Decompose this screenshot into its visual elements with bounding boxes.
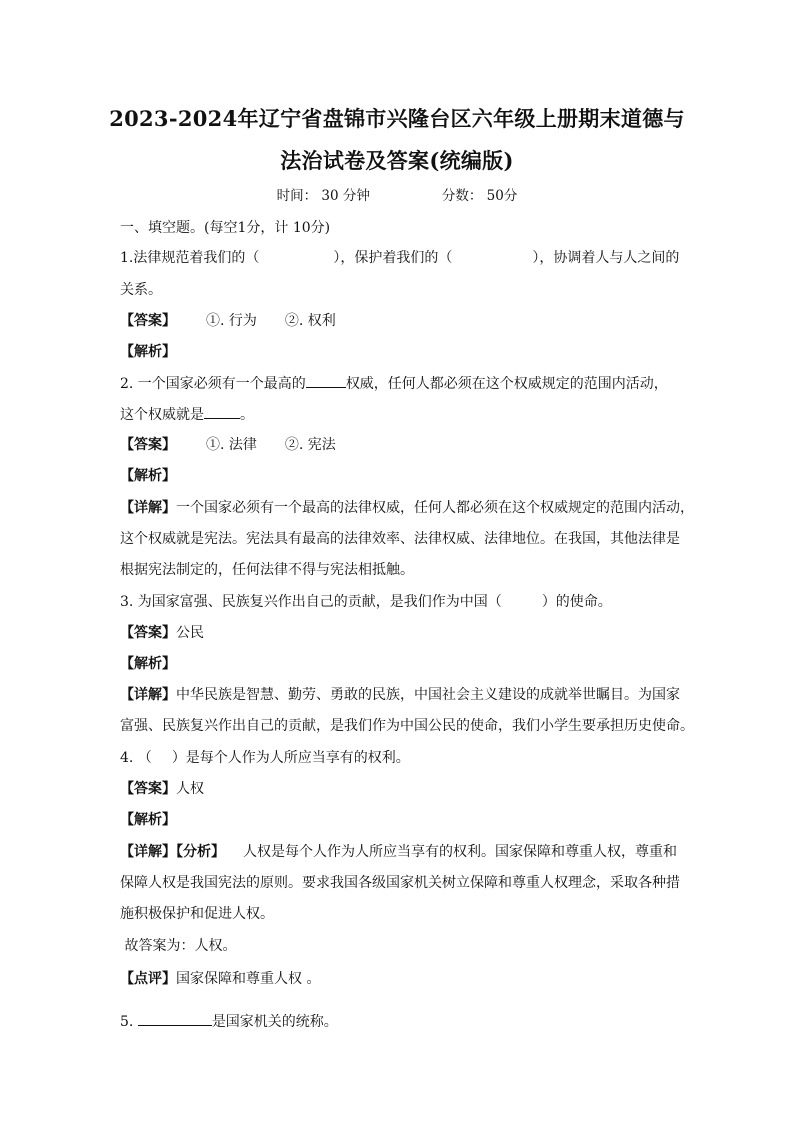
- document-title-line2: 法治试卷及答案(统编版): [280, 148, 514, 173]
- q2-text-a: 2. 一个国家必须有一个最高的: [120, 376, 306, 392]
- question-3-detail-line2: 富强、民族复兴作出自己的贡献，是我们作为中国公民的使命，我们小学生要承担历史使命。: [120, 718, 694, 734]
- exam-meta: [0, 186, 794, 206]
- q5-text-b: 是国家机关的统称。: [211, 1014, 338, 1030]
- time-label: 时间： 30 分钟: [276, 188, 370, 204]
- q2-text-b: 权威，任何人都必须在这个权威规定的范围内活动，: [345, 376, 668, 392]
- question-4-detail-line1: [120, 842, 680, 862]
- comment-label: 【点评】: [120, 971, 176, 987]
- q4-text-b: ）是每个人作为人所应当享有的权利。: [171, 750, 410, 766]
- detail-label: 【详解】: [120, 687, 176, 703]
- question-4-conclusion: 故答案为：人权。: [120, 938, 237, 954]
- answer-label: 【答案】: [120, 437, 176, 453]
- question-2-line2: [120, 404, 680, 425]
- fill-blank: [204, 404, 240, 419]
- question-1-line1: [120, 248, 680, 268]
- q3-text-a: 3. 为国家富强、民族复兴作出自己的贡献，是我们作为中国（: [120, 594, 502, 610]
- question-4-answer: [120, 779, 680, 799]
- q1-answer-1: ①. 行为: [206, 313, 257, 329]
- answer-label: 【答案】: [120, 313, 176, 329]
- fill-blank: [138, 1011, 212, 1026]
- question-2-detail-line2: 这个权威就是宪法。宪法具有最高的法律效率、法律权威、法律地位。在我国，其他法律是: [120, 531, 680, 547]
- question-2-detail-line3: 根据宪法制定的，任何法律不得与宪法相抵触。: [120, 562, 414, 578]
- detail-label: 【详解】: [120, 500, 176, 516]
- q1-text-b: ），保护着我们的（: [333, 250, 453, 266]
- question-4-comment: [120, 969, 680, 989]
- q1-answer-2: ②. 权利: [284, 313, 336, 329]
- question-3-analysis: 【解析】: [120, 656, 176, 672]
- question-2-answer: [120, 435, 680, 455]
- question-2-line1: [120, 373, 680, 394]
- question-3-answer: [120, 623, 680, 643]
- question-1-answer: [120, 311, 680, 331]
- q3-detail-text-1: 中华民族是智慧、勤劳、勇敢的民族，中国社会主义建设的成就举世瞩目。为国家: [176, 687, 680, 703]
- q4-comment-text: 国家保障和尊重人权 。: [176, 971, 321, 987]
- score-label: 分数： 50分: [441, 188, 518, 204]
- question-4-line1: [120, 748, 680, 768]
- q3-text-b: ）的使命。: [541, 594, 612, 610]
- question-2-analysis: 【解析】: [120, 468, 176, 484]
- q3-answer: 公民: [176, 625, 204, 641]
- q1-text-c: ），协调着人与人之间的: [532, 250, 680, 266]
- q4-text-a: 4. （: [120, 750, 152, 766]
- section-heading: 一、填空题。(每空1分，计 10分): [120, 220, 331, 236]
- q2-text-c: 这个权威就是: [120, 407, 204, 423]
- answer-label: 【答案】: [120, 625, 176, 641]
- question-1-line2: 关系。: [120, 282, 162, 298]
- question-2-detail-line1: [120, 498, 694, 518]
- q4-answer: 人权: [176, 781, 204, 797]
- detail-label: 【详解】【分析】: [120, 844, 225, 860]
- document-title-line1: 2023-2024年辽宁省盘锦市兴隆台区六年级上册期末道德与: [109, 106, 685, 131]
- question-4-detail-line3: 施积极保护和促进人权。: [120, 906, 274, 922]
- q2-answer-1: ①. 法律: [206, 437, 257, 453]
- question-1-analysis: 【解析】: [120, 344, 176, 360]
- q1-text-a: 1.法律规范着我们的（: [120, 250, 260, 266]
- question-4-analysis: 【解析】: [120, 812, 176, 828]
- q2-text-d: 。: [240, 407, 254, 423]
- fill-blank: [306, 373, 346, 388]
- question-5-line1: [120, 1011, 680, 1032]
- answer-label: 【答案】: [120, 781, 176, 797]
- q2-answer-2: ②. 宪法: [284, 437, 336, 453]
- q2-detail-text-1: 一个国家必须有一个最高的法律权威，任何人都必须在这个权威规定的范围内活动，: [176, 500, 694, 516]
- q4-detail-text-1: 人权是每个人作为人所应当享有的权利。国家保障和尊重人权，尊重和: [243, 844, 677, 860]
- question-3-line1: [120, 592, 680, 612]
- question-3-detail-line1: [120, 685, 680, 705]
- question-4-detail-line2: 保障人权是我国宪法的原则。要求我国各级国家机关树立保障和尊重人权理念，采取各种措: [120, 875, 680, 891]
- q5-text-a: 5.: [120, 1014, 138, 1030]
